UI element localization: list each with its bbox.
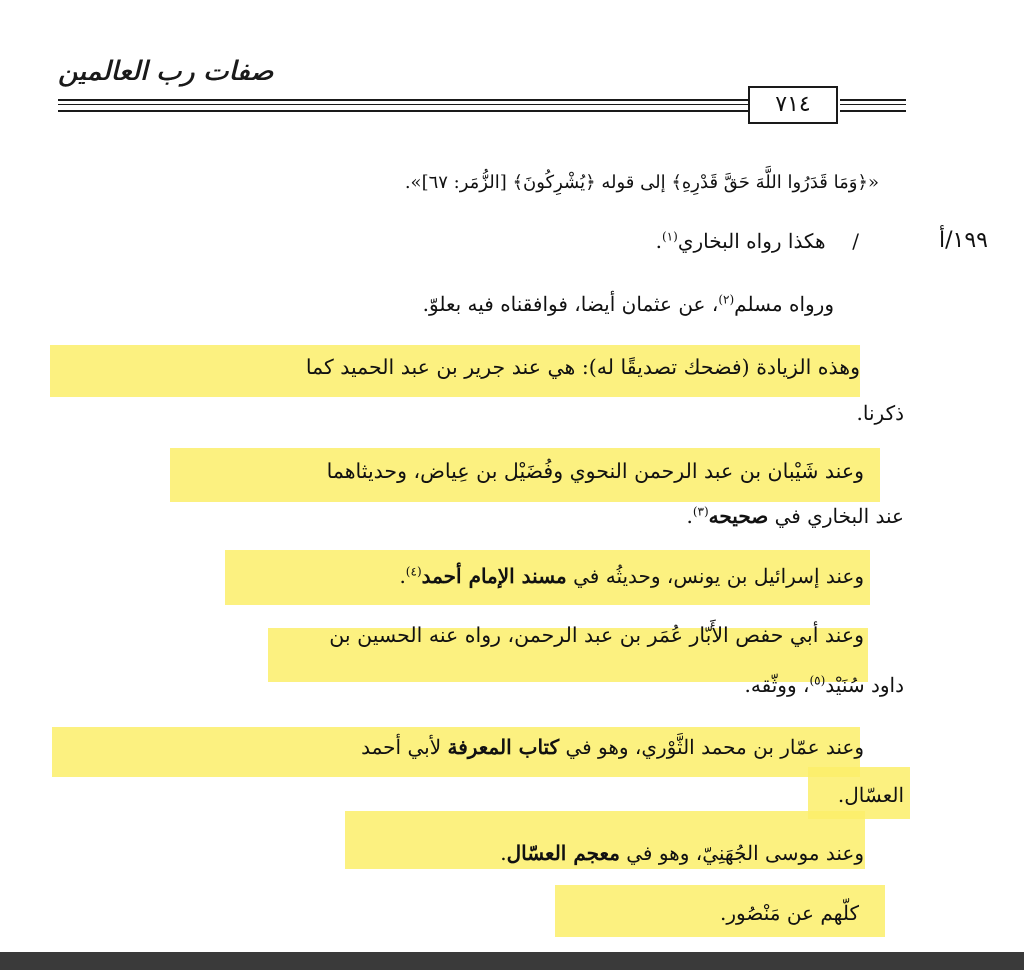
text-segment: وعند موسى الجُهَنِيّ، وهو في (619, 841, 864, 865)
footnote-marker: (٤) (405, 564, 422, 579)
footnote-marker: (١) (661, 229, 678, 244)
header-rule (58, 110, 748, 112)
text-segment: ، ووثّقه. (744, 673, 810, 697)
text-line-9: وعند أبي حفص الأَبّار عُمَر بن عبد الرحمن، رواه عنه الحسين بن (329, 623, 864, 647)
quran-verse-line: «﴿وَمَا قَدَرُوا اللَّهَ حَقَّ قَدْرِهِ﴾ إلى قوله ﴿يُشْرِكُونَ﴾ [الزُّمَر: ٦٧]». (404, 172, 879, 193)
text-line-13 (500, 838, 864, 868)
text-line-10 (745, 670, 904, 700)
margin-folio-ref: ١٩٩/أ (939, 228, 988, 253)
bold-title: معجم العسّال (506, 841, 620, 865)
text-line-4: وهذه الزيادة (فضحك تصديقًا له): هي عند جرير بن عبد الحميد كما (305, 355, 860, 379)
bold-title: كتاب المعرفة (447, 735, 560, 759)
header-rule (58, 99, 748, 101)
header-rule (840, 110, 906, 112)
text-line-7 (686, 501, 904, 531)
text-segment: ، عن عثمان أيضا، فوافقناه فيه بعلوّ. (422, 292, 719, 316)
text-line-5: ذكرنا. (856, 401, 904, 425)
bold-title: مسند الإمام أحمد (421, 564, 567, 588)
text-segment: . (500, 841, 507, 865)
text-line-2 (656, 226, 859, 256)
header-rule (840, 104, 906, 105)
bold-title: صحيحه (708, 504, 769, 528)
header-rule (840, 99, 906, 101)
bottom-bar (0, 952, 1024, 970)
text-segment: هكذا رواه البخاري (677, 229, 826, 253)
text-segment: داود سُنَيْد (825, 673, 904, 697)
text-line-11 (361, 732, 864, 762)
text-line-6: وعند شَيْبان بن عبد الرحمن النحوي وفُضَيْل بن عِياض، وحديثاهما (326, 459, 864, 483)
text-line-3 (423, 289, 834, 319)
text-segment: . (655, 229, 662, 253)
folio-slash: / (852, 229, 859, 253)
text-segment: ورواه مسلم (734, 292, 834, 316)
footnote-marker: (٢) (718, 292, 735, 307)
text-line-14: كلّهم عن مَنْصُور. (720, 901, 859, 925)
text-segment: وعند عمّار بن محمد الثَّوْري، وهو في (559, 735, 864, 759)
book-title: صفات رب العالمين (58, 56, 274, 87)
text-segment: . (686, 504, 693, 528)
header-rule (58, 104, 748, 105)
footnote-marker: (٣) (692, 504, 709, 519)
text-segment: وعند إسرائيل بن يونس، وحديثُه في (566, 564, 864, 588)
text-segment: . (399, 564, 406, 588)
text-line-12: العسّال. (837, 783, 904, 807)
page-number: ٧١٤ (748, 86, 838, 124)
text-line-8 (399, 561, 864, 591)
text-segment: عند البخاري في (768, 504, 904, 528)
footnote-marker: (٥) (809, 673, 826, 688)
text-segment: لأبي أحمد (361, 735, 448, 759)
